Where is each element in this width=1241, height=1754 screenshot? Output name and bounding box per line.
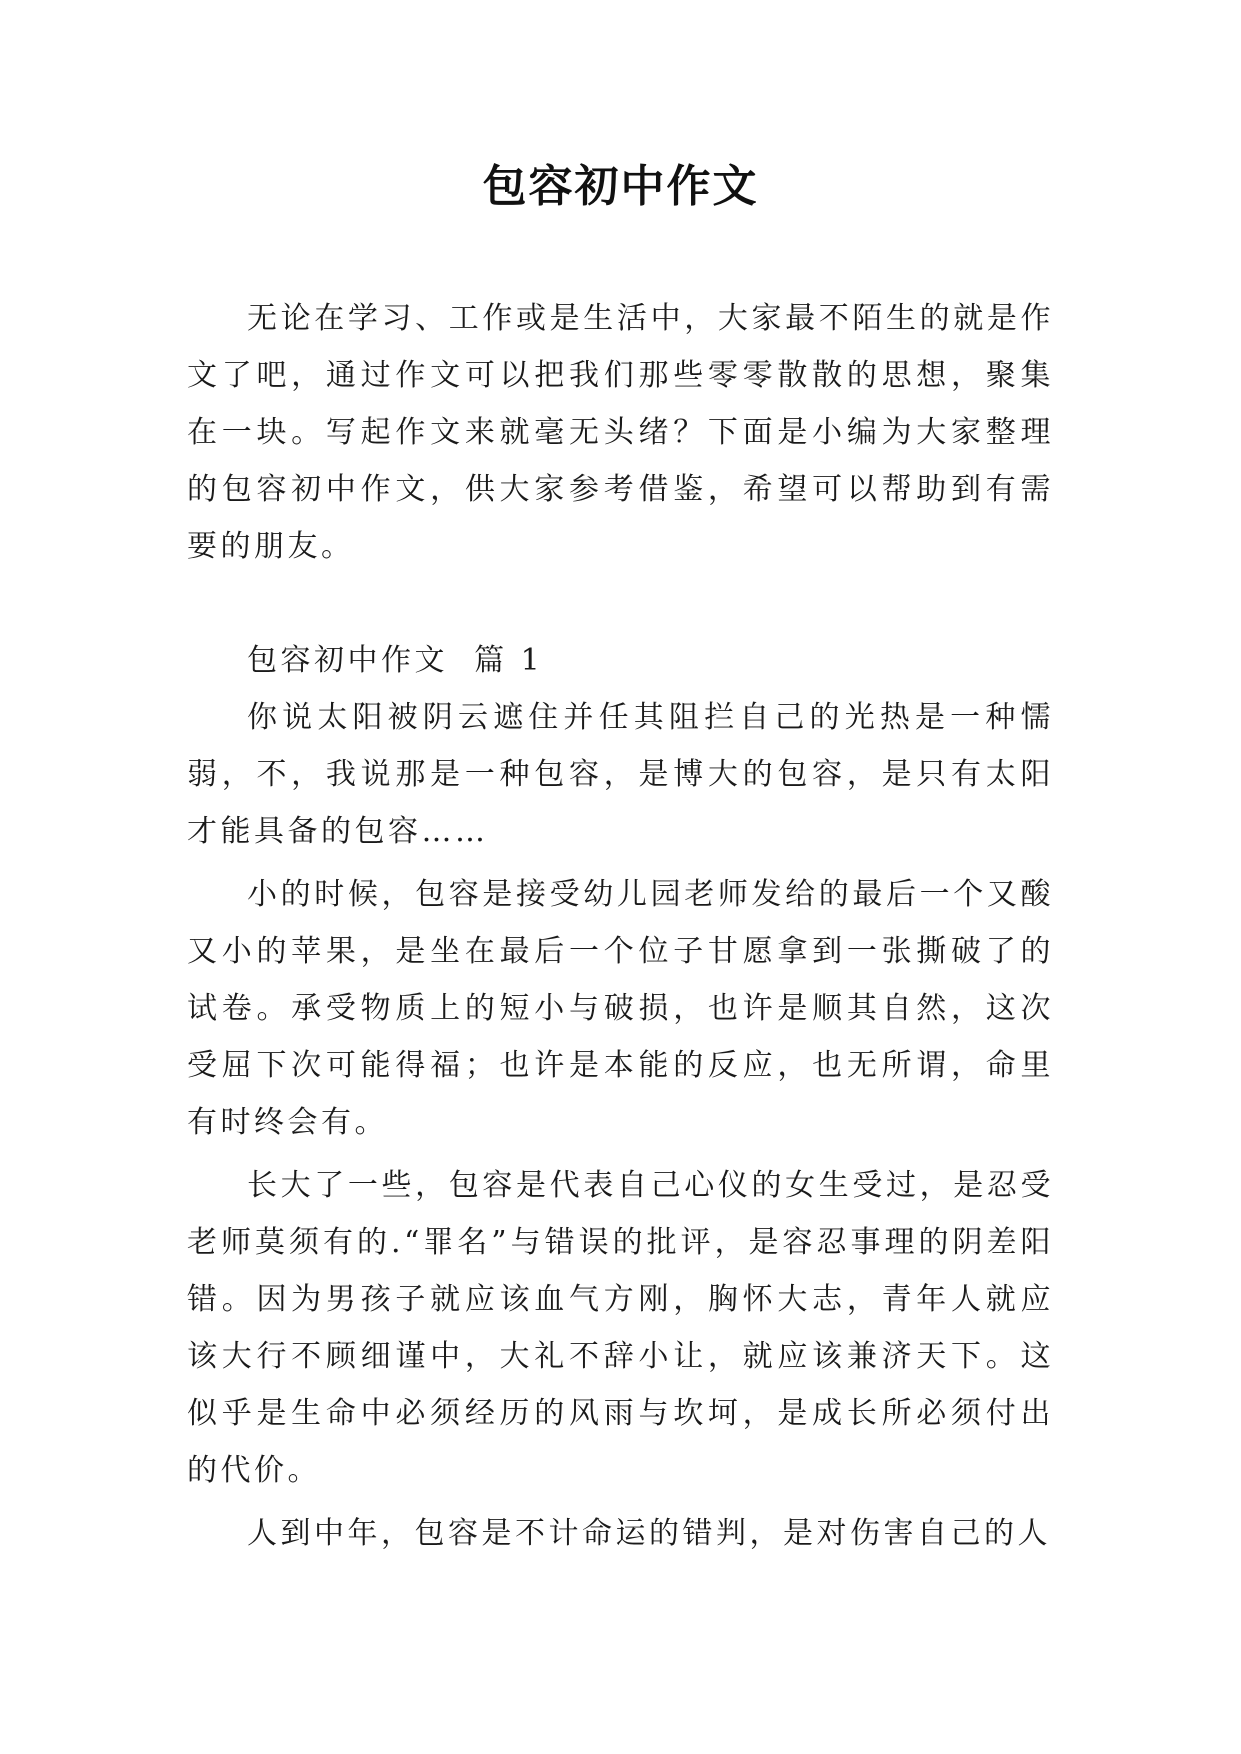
page-title: 包容初中作文 (482, 161, 759, 212)
document-body (187, 290, 1054, 1562)
body-paragraph: 小的时候，包容是接受幼儿园老师发给的最后一个又酸又小的苹果，是坐在最后一个位子甘愿拿到一张撕破了的试卷。承受物质上的短小与破损，也许是顺其自然，这次受屈下次可能得福；也许是本能的反应，也无所谓，命里有时终会有。 (187, 877, 1054, 1140)
intro-paragraph: 无论在学习、工作或是生活中，大家最不陌生的就是作文了吧，通过作文可以把我们那些零零散散的思想，聚集在一块。写起作文来就毫无头绪？下面是小编为大家整理的包容初中作文，供大家参考借鉴，希望可以帮助到有需要的朋友。 (187, 301, 1054, 564)
body-paragraph: 长大了一些，包容是代表自己心仪的女生受过，是忍受老师莫须有的.“罪名”与错误的批评，是容忍事理的阴差阳错。因为男孩子就应该血气方刚，胸怀大志，青年人就应该大行不顾细谨中，大礼不辞小让，就应该兼济天下。这似乎是生命中必须经历的风雨与坎坷，是成长所必须付出的代价。 (187, 1168, 1054, 1488)
body-paragraph: 人到中年，包容是不计命运的错判，是对伤害自己的人 (247, 1516, 1051, 1551)
body-paragraph: 你说太阳被阴云遮住并任其阻拦自己的光热是一种懦弱，不，我说那是一种包容，是博大的包容，是只有太阳才能具备的包容…… (187, 700, 1054, 849)
section-heading: 包容初中作文 篇 1 (247, 643, 544, 678)
